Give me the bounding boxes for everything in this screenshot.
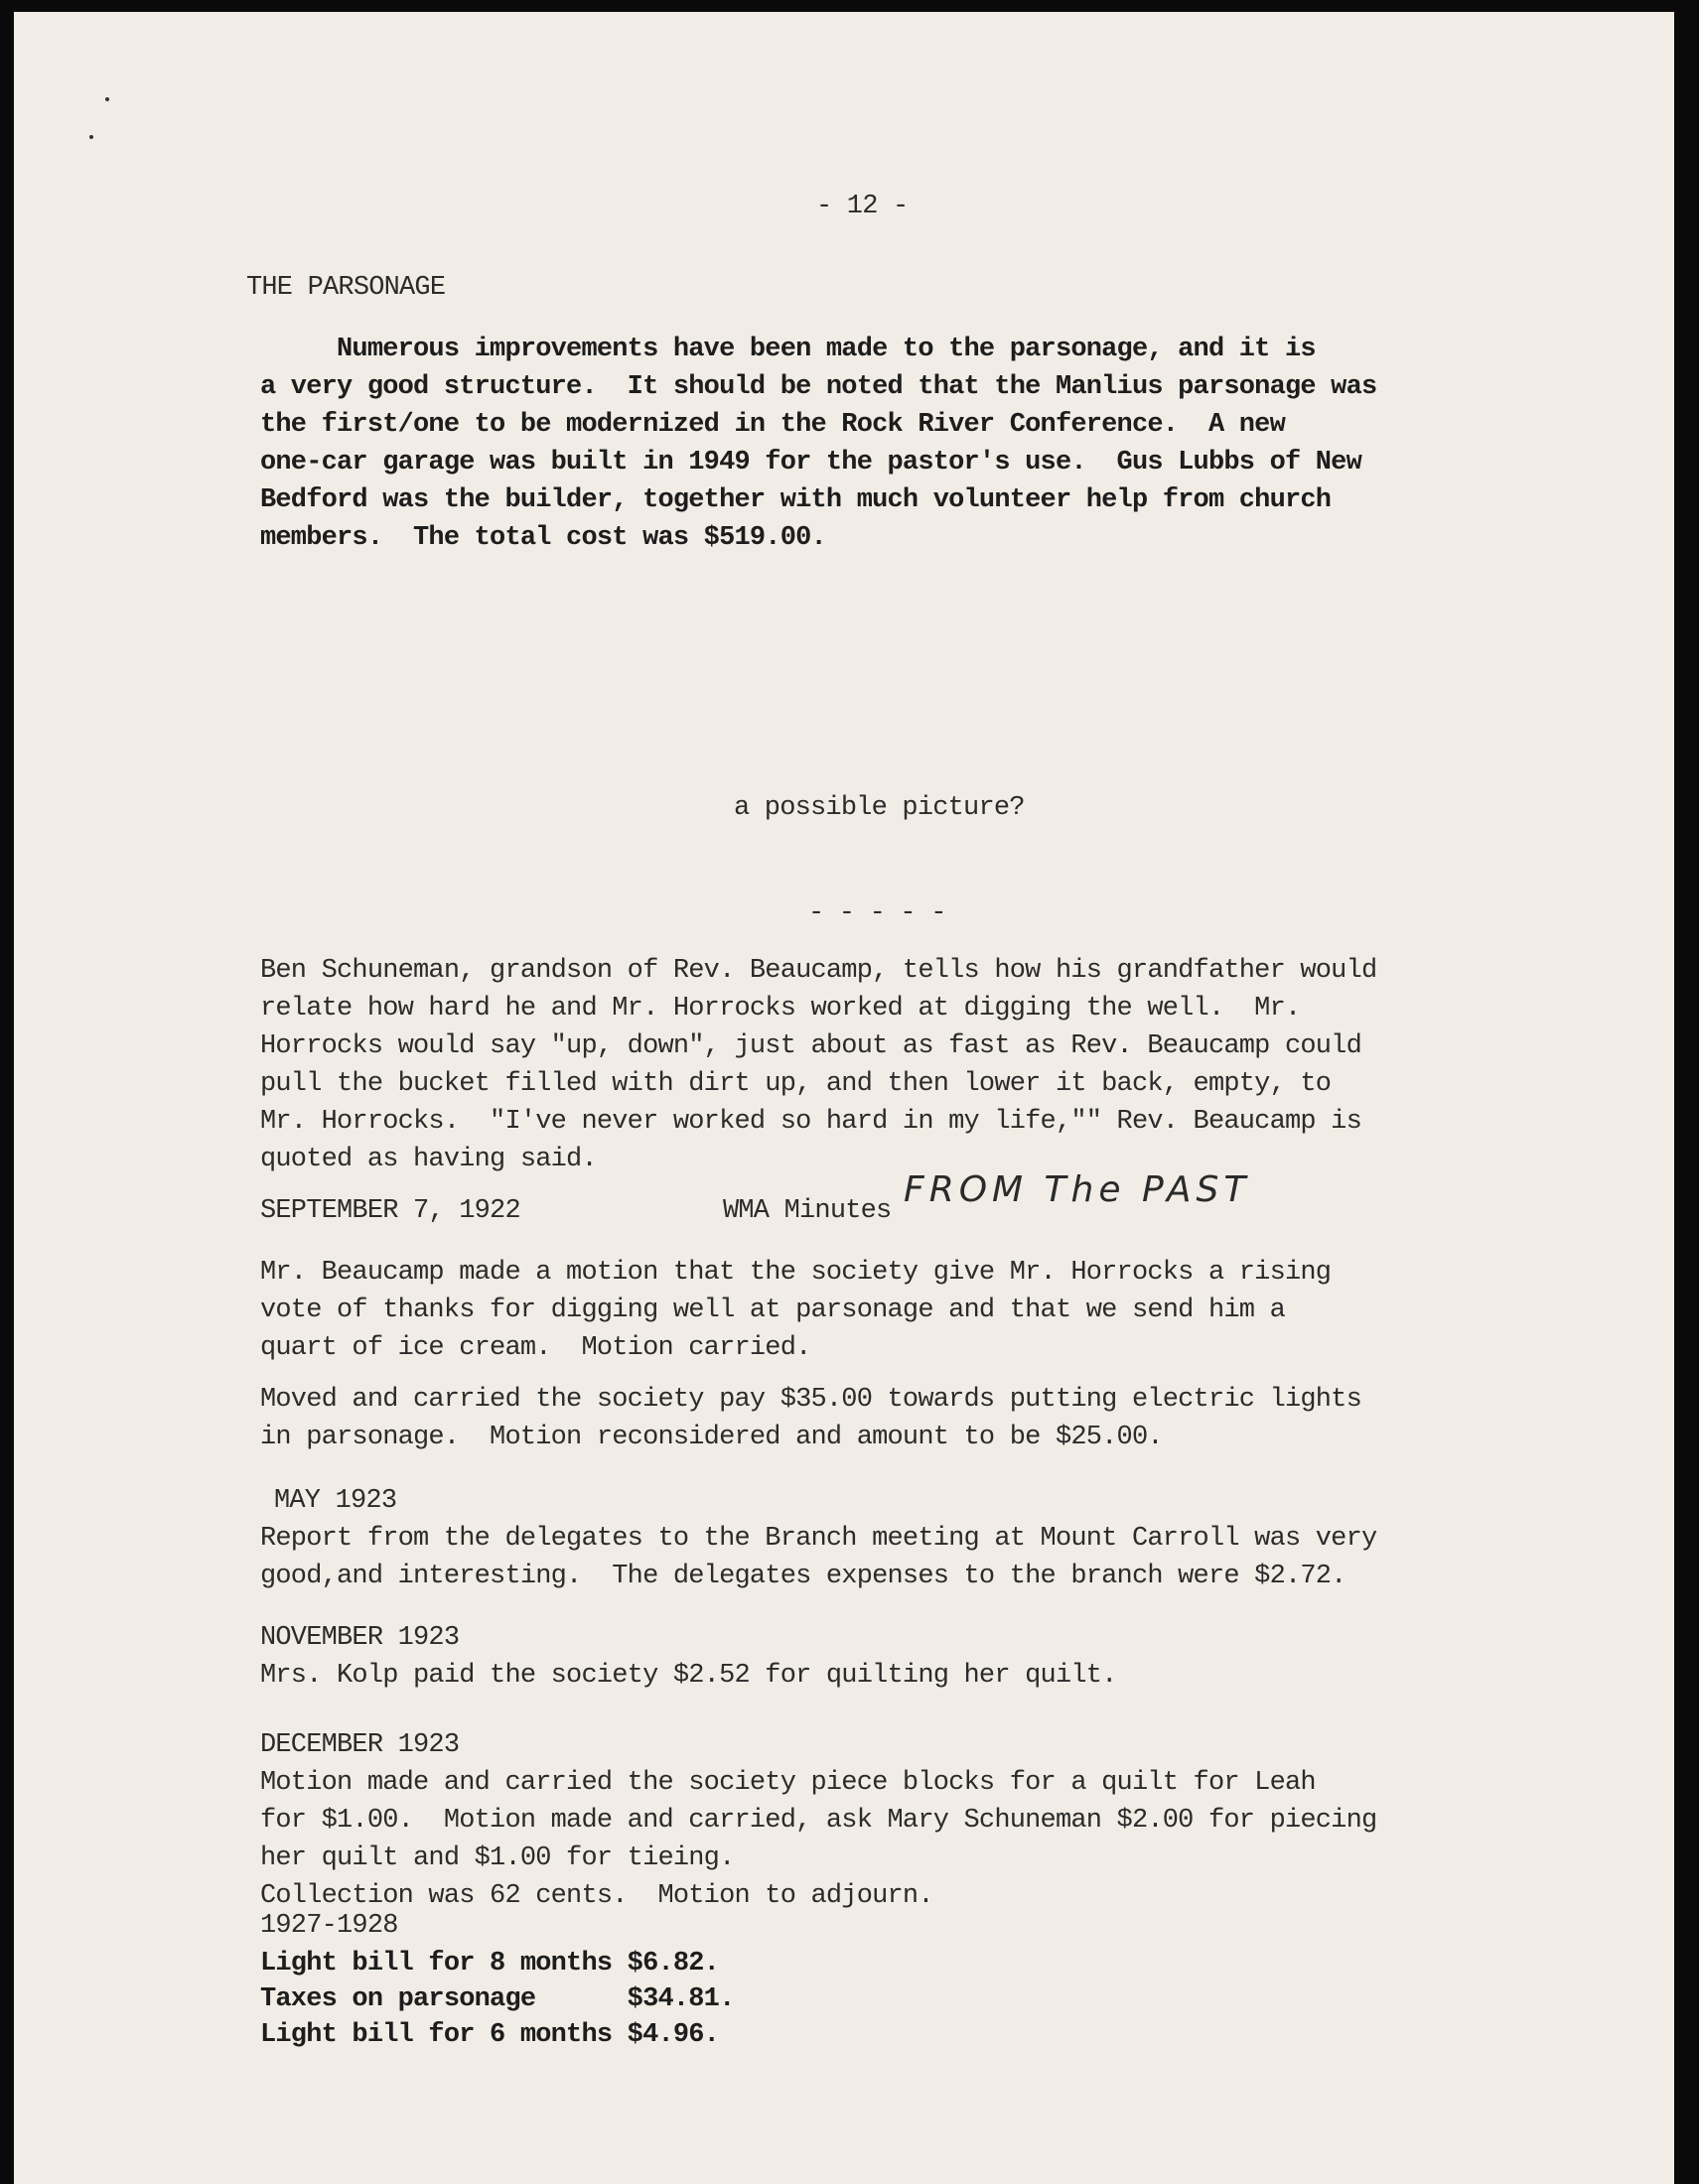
text-line: Ben Schuneman, grandson of Rev. Beaucamp, tells how his grandfather would	[260, 956, 1377, 986]
text-line: quoted as having said.	[260, 1145, 597, 1174]
text-line: the first/one to be modernized in the Rock River Conference. A new	[260, 410, 1285, 440]
text-line: Mr. Beaucamp made a motion that the society give Mr. Horrocks a rising	[260, 1258, 1332, 1288]
section-heading-may-1923: MAY 1923	[274, 1486, 397, 1516]
document-page	[14, 12, 1674, 2184]
text-line: pull the bucket filled with dirt up, and then lower it back, empty, to	[260, 1069, 1332, 1099]
text-line: for $1.00. Motion made and carried, ask Mary Schuneman $2.00 for piecing	[260, 1806, 1377, 1836]
minutes-title: WMA Minutes	[723, 1196, 892, 1226]
ink-speck	[105, 97, 109, 101]
minutes-date: SEPTEMBER 7, 1922	[260, 1196, 520, 1226]
text-line: Bedford was the builder, together with much volunteer help from church	[260, 485, 1332, 515]
section-heading-parsonage: THE PARSONAGE	[246, 273, 446, 303]
picture-note: a possible picture?	[734, 793, 1025, 823]
expense-line: Light bill for 8 months $6.82.	[260, 1949, 720, 1979]
expense-line: Light bill for 6 months $4.96.	[260, 2020, 720, 2050]
text-line: one-car garage was built in 1949 for the pastor's use. Gus Lubbs of New	[260, 448, 1361, 478]
text-line: in parsonage. Motion reconsidered and amount to be $25.00.	[260, 1423, 1163, 1452]
ink-speck	[89, 135, 93, 139]
text-line: Motion made and carried the society piece blocks for a quilt for Leah	[260, 1768, 1316, 1798]
text-line: Report from the delegates to the Branch meeting at Mount Carroll was very	[260, 1524, 1377, 1554]
page-number: - 12 -	[816, 192, 909, 221]
expense-line: Taxes on parsonage $34.81.	[260, 1984, 735, 2014]
text-line: good,and interesting. The delegates expenses to the branch were $2.72.	[260, 1562, 1346, 1591]
handwritten-note: FROM The PAST	[904, 1169, 1251, 1210]
section-heading-dec-1923: DECEMBER 1923	[260, 1730, 460, 1760]
text-line: Mrs. Kolp paid the society $2.52 for quilting her quilt.	[260, 1661, 1117, 1691]
text-line: relate how hard he and Mr. Horrocks worked at digging the well. Mr.	[260, 994, 1301, 1024]
section-divider: - - - - -	[808, 898, 946, 928]
text-line: quart of ice cream. Motion carried.	[260, 1333, 811, 1363]
text-line: Moved and carried the society pay $35.00 towards putting electric lights	[260, 1385, 1361, 1415]
section-heading-1927-1928: 1927-1928	[260, 1911, 398, 1941]
text-line: Mr. Horrocks. "I've never worked so hard in my life,"" Rev. Beaucamp is	[260, 1107, 1361, 1137]
section-heading-nov-1923: NOVEMBER 1923	[260, 1623, 460, 1653]
text-line: her quilt and $1.00 for tieing.	[260, 1843, 735, 1873]
text-line: a very good structure. It should be noted that the Manlius parsonage was	[260, 372, 1377, 402]
text-line: members. The total cost was $519.00.	[260, 523, 826, 553]
text-line: Numerous improvements have been made to the parsonage, and it is	[260, 335, 1316, 364]
text-line: vote of thanks for digging well at parsonage and that we send him a	[260, 1296, 1285, 1325]
text-line: Collection was 62 cents. Motion to adjourn.	[260, 1881, 933, 1911]
text-line: Horrocks would say "up, down", just about as fast as Rev. Beaucamp could	[260, 1031, 1361, 1061]
